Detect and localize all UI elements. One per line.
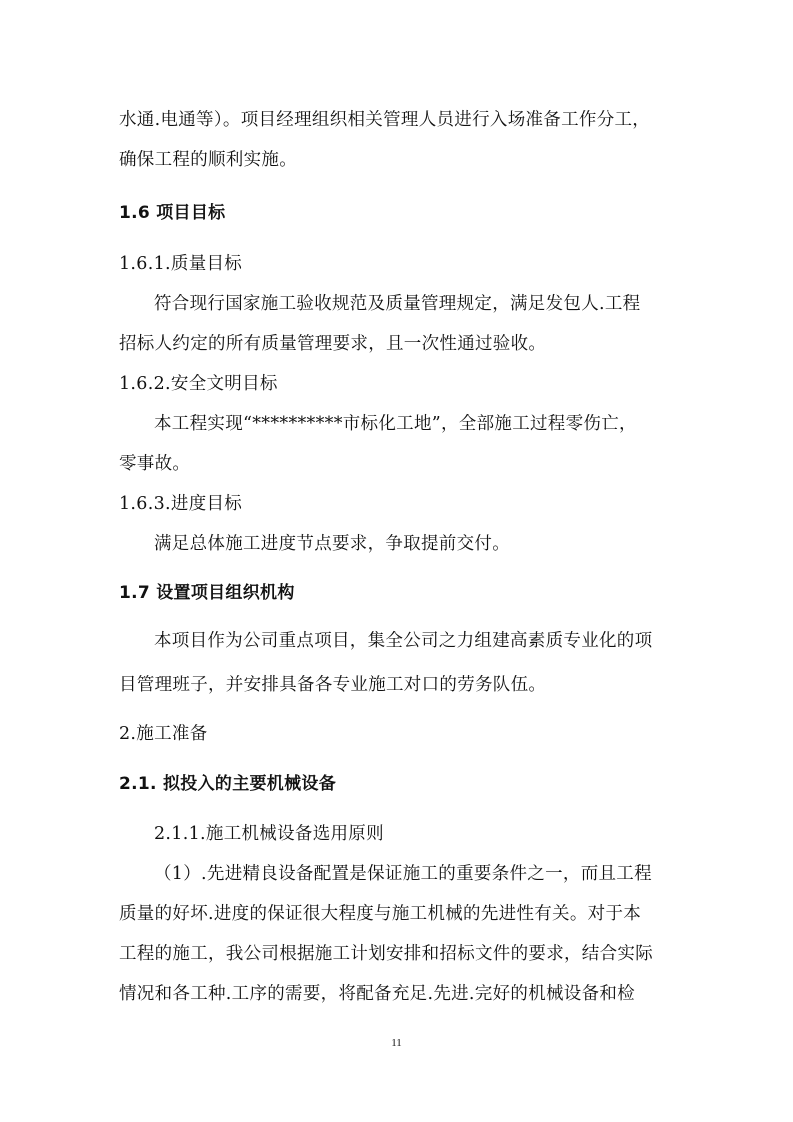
- subsection-heading-1-6-3: 1.6.3.进度目标: [119, 494, 243, 514]
- body-text-line: 确保工程的顺利实施。: [119, 150, 297, 170]
- body-text-line: 满足总体施工进度节点要求，争取提前交付。: [154, 534, 510, 554]
- body-text-line: 本项目作为公司重点项目，集全公司之力组建高素质专业化的项: [154, 631, 653, 651]
- body-text-line: 工程的施工，我公司根据施工计划安排和招标文件的要求，结合实际: [119, 944, 653, 964]
- body-text-line: 本工程实现“**********市标化工地”，全部施工过程零伤亡，: [154, 414, 637, 434]
- body-text-line: 目管理班子，并安排具备各专业施工对口的劳务队伍。: [119, 675, 547, 695]
- body-text-line: 符合现行国家施工验收规范及质量管理规定，满足发包人.工程: [154, 294, 641, 314]
- chapter-heading-2: 2.施工准备: [119, 724, 208, 744]
- body-text-line: 招标人约定的所有质量管理要求，且一次性通过验收。: [119, 334, 547, 354]
- section-heading-1-7: 1.7 设置项目组织机构: [119, 583, 295, 603]
- subsection-heading-1-6-1: 1.6.1.质量目标: [119, 254, 243, 274]
- subsection-heading-1-6-2: 1.6.2.安全文明目标: [119, 374, 278, 394]
- subsection-heading-2-1-1: 2.1.1.施工机械设备选用原则: [154, 824, 384, 844]
- body-text-line: 情况和各工种.工序的需要，将配备充足.先进.完好的机械设备和检: [119, 984, 635, 1004]
- body-text-line: 零事故。: [119, 454, 191, 474]
- section-heading-1-6: 1.6 项目目标: [119, 203, 226, 223]
- body-text-line: （1）.先进精良设备配置是保证施工的重要条件之一，而且工程: [154, 864, 652, 884]
- body-text-line: 水通.电通等）。项目经理组织相关管理人员进行入场准备工作分工，: [119, 110, 651, 130]
- page-number: 11: [391, 1037, 402, 1049]
- section-heading-2-1: 2.1. 拟投入的主要机械设备: [119, 774, 336, 794]
- body-text-line: 质量的好坏.进度的保证很大程度与施工机械的先进性有关。对于本: [119, 904, 642, 924]
